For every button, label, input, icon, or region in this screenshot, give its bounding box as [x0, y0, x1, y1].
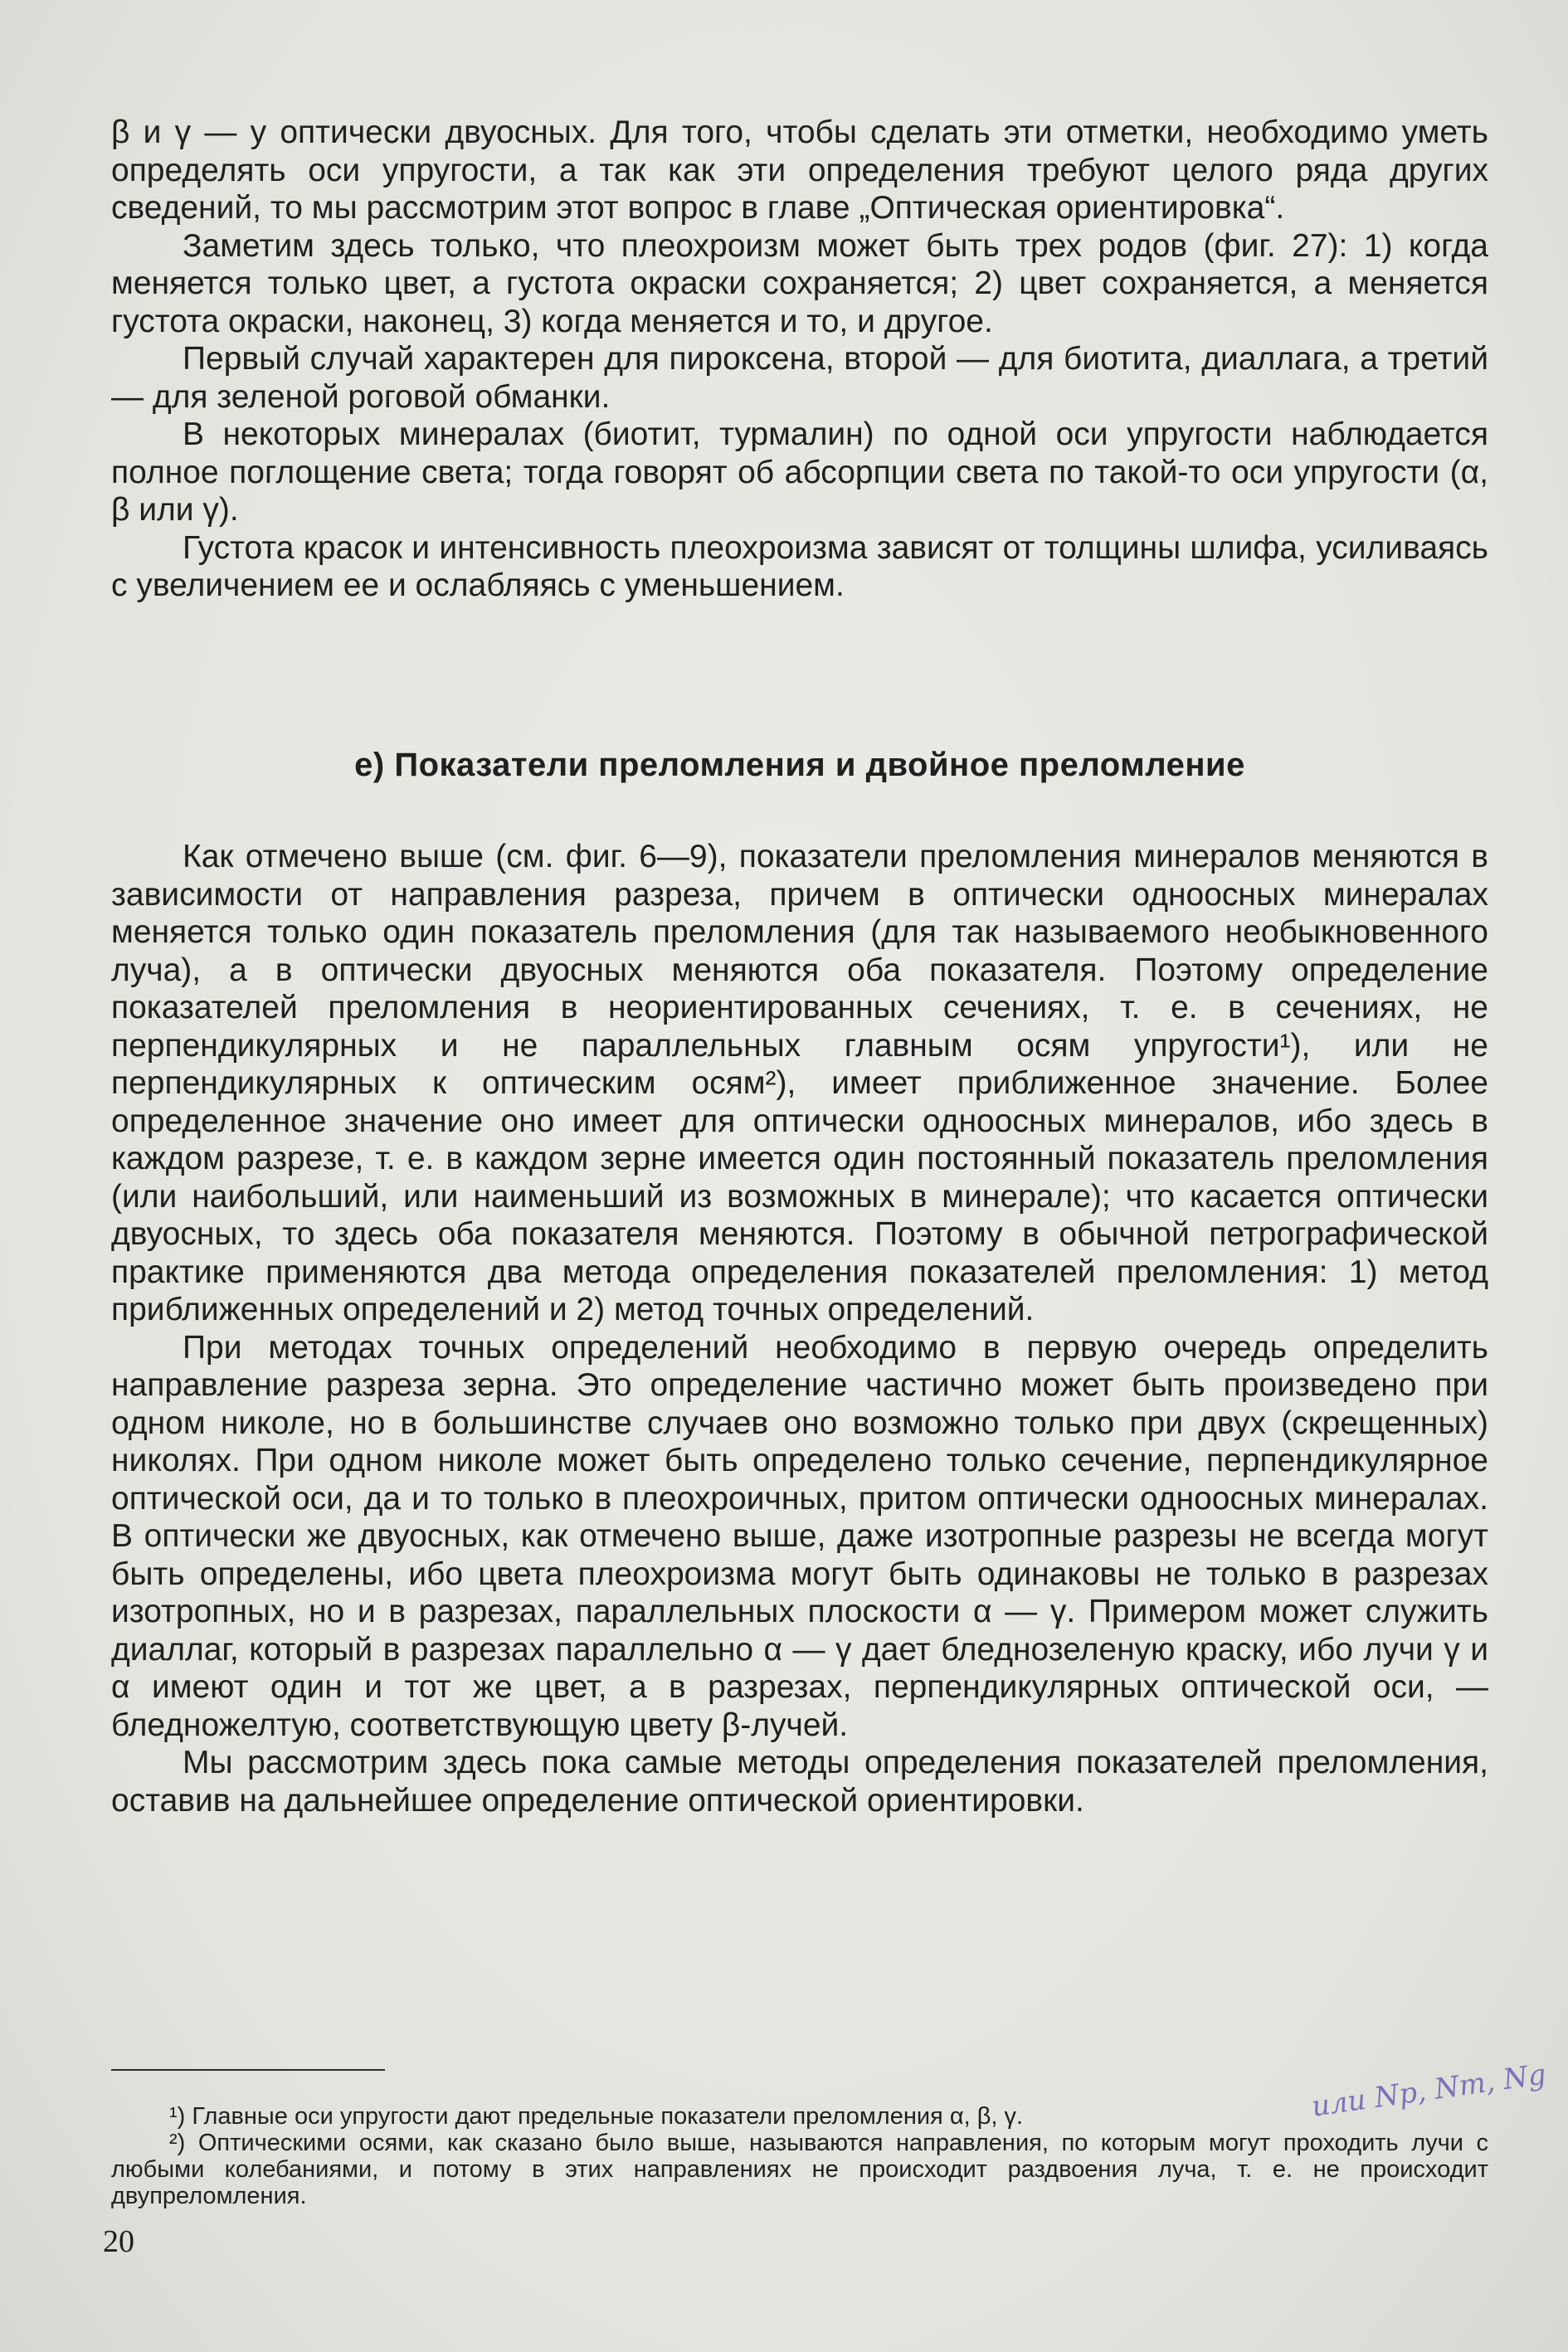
pencil-annotation: или Np, Nm, Ng	[1309, 2057, 1548, 2124]
footnote-1: ¹) Главные оси упругости дают предельные показатели преломления α, β, γ.	[169, 2103, 1024, 2130]
top-text-section	[111, 114, 1488, 605]
section-heading: е) Показатели преломления и двойное преломление	[354, 747, 1245, 783]
paragraph-methods-overview: Мы рассмотрим здесь пока самые методы определения показателей преломления, оставив на дальнейшее определение оптической ориентировки.	[111, 1745, 1488, 1819]
paragraph-color-density: Густота красок и интенсивность плеохроизма зависят от толщины шлифа, усиливаясь с увеличением ее и ослабляясь с уменьшением.	[111, 529, 1488, 603]
paragraph-continuation: β и γ — у оптически двуосных. Для того, чтобы сделать эти отметки, необходимо уметь определять оси упругости, а так как эти определения требуют целого ряда других сведений, то мы рассмотрим этот вопрос в главе „Оптическая ориентировка“.	[111, 114, 1488, 226]
main-text-section	[111, 838, 1488, 1819]
paragraph-refraction-indices: Как отмечено выше (см. фиг. 6—9), показатели преломления минералов меняются в зависимости от направления разреза, причем в оптически одноосных минералах меняется только один показатель преломления (для так называемого необыкновенного луча), а в оптически двуосных меняются оба показателя. Поэтому определение показателей преломления в неориентированных сечениях, т. е. в сечениях, не перпендикулярных и не параллельных главным осям упругости¹), или не перпендикулярных к оптическим осям²), имеет приближенное значение. Более определенное значение оно имеет для оптически одноосных минералов, ибо здесь в каждом разрезе, т. е. в каждом зерне имеется один постоянный показатель преломления (или наибольший, или наименьший из возможных в минерале); что касается оптически двуосных, то здесь оба показателя меняются. Поэтому в обычной петрографической практике применяются два метода определения показателей преломления: 1) метод приближенных определений и 2) метод точных определений.	[111, 839, 1488, 1327]
page-number: 20	[103, 2224, 134, 2259]
paragraph-absorption: В некоторых минералах (биотит, турмалин) по одной оси упругости наблюдается полное поглощение света; тогда говорят об абсорпции света по такой-то оси упругости (α, β или γ).	[111, 416, 1488, 528]
footnote-divider	[111, 2069, 385, 2071]
paragraph-pleochroism-types: Заметим здесь только, что плеохроизм может быть трех родов (фиг. 27): 1) когда меняется только цвет, а густота окраски сохраняется; 2) цвет сохраняется, а меняется густота окраски, наконец, 3) когда меняется и то, и другое.	[111, 227, 1488, 339]
footnote-2: ²) Оптическими осями, как сказано было выше, называются направления, по которым могут проходить лучи с любыми колебаниями, и потому в этих направлениях не происходит раздвоения луча, т. е. не происходит двупреломления.	[111, 2130, 1488, 2209]
paragraph-pleochroism-examples: Первый случай характерен для пироксена, второй — для биотита, диаллага, а третий — для зеленой роговой обманки.	[111, 341, 1488, 415]
paragraph-precise-methods: При методах точных определений необходимо в первую очередь определить направление разреза зерна. Это определение частично может быть произведено при одном николе, но в большинстве случаев оно возможно только при двух (скрещенных) николях. При одном николе может быть определено только сечение, перпендикулярное оптической оси, да и то только в плеохроичных, притом оптически одноосных минералах. В оптически же двуосных, как отмечено выше, даже изотропные разрезы не всегда могут быть определены, ибо цвета плеохроизма могут быть одинаковы не только в разрезах изотропных, но и в разрезах, параллельных плоскости α — γ. Примером может служить диаллаг, который в разрезах параллельно α — γ дает бледнозеленую краску, ибо лучи γ и α имеют один и тот же цвет, а в разрезах, перпендикулярных оптической оси, — бледножелтую, соответствующую цвету β-лучей.	[111, 1329, 1488, 1743]
footnotes	[111, 2103, 1488, 2209]
